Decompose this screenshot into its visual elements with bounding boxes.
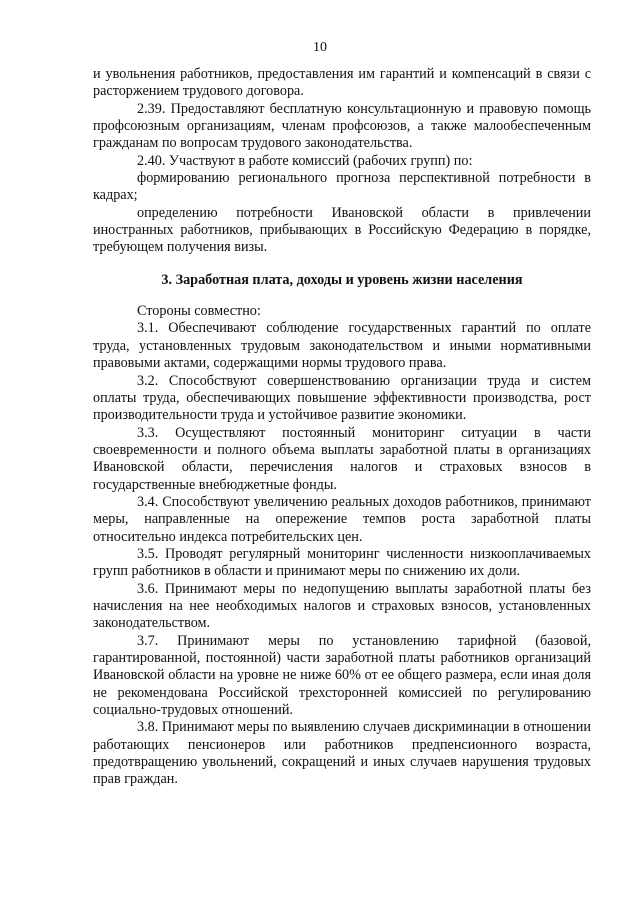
paragraph-2-40: 2.40. Участвуют в работе комиссий (рабочих групп) по: (137, 152, 473, 169)
paragraph-3-3: 3.3. Осуществляют постоянный мониторинг ситуации в части своевременности и полного объема выплаты заработной платы в организациях Ивановской области, перечисления налогов и страховых взносов в государственные внебюджетные фонды. (93, 424, 591, 493)
paragraph-2-39: 2.39. Предоставляют бесплатную консультационную и правовую помощь профсоюзным организациям, членам профсоюзов, а также малообеспеченным гражданам по вопросам трудового законодательства. (93, 100, 591, 152)
paragraph-3-8: 3.8. Принимают меры по выявлению случаев дискриминации в отношении работающих пенсионеров или работников предпенсионного возраста, предотвращению увольнений, сокращений и иных случаев нарушения трудовых прав граждан. (93, 719, 591, 788)
document-body (93, 66, 591, 789)
paragraph-3-5: 3.5. Проводят регулярный мониторинг численности низкооплачиваемых групп работников в области и принимают меры по снижению их доли. (93, 545, 591, 580)
paragraph-3-6: 3.6. Принимают меры по недопущению выплаты заработной платы без начисления на нее необходимых налогов и страховых взносов, установленных законодательством. (93, 580, 591, 632)
paragraph-2-40-item-1: формированию регионального прогноза перспективной потребности в кадрах; (93, 170, 591, 204)
paragraph-continuation: и увольнения работников, предоставления им гарантий и компенсаций в связи с расторжением трудового договора. (93, 66, 591, 100)
paragraph-3-1: 3.1. Обеспечивают соблюдение государственных гарантий по оплате труда, установленных трудовым законодательством и иными нормативными правовыми актами, содержащими нормы трудового права. (93, 320, 591, 372)
paragraph-2-40-item-2: определению потребности Ивановской области в привлечении иностранных работников, прибывающих в Российскую Федерацию в порядке, требующем получения визы. (93, 204, 591, 256)
paragraph-3-7: 3.7. Принимают меры по установлению тарифной (базовой, гарантированной, постоянной) части заработной платы работников организаций Ивановской области на уровне не ниже 60% от ее общего размера, если иная доля не рекомендована Российской трехсторонней комиссией по регулированию социально-трудовых отношений. (93, 632, 591, 719)
section-title: 3. Заработная плата, доходы и уровень жизни населения (161, 271, 523, 288)
paragraph-parties-jointly: Стороны совместно: (137, 303, 261, 320)
paragraph-3-4: 3.4. Способствуют увеличению реальных доходов работников, принимают меры, направленные на опережение темпов роста заработной платы относительно индекса потребительских цен. (93, 493, 591, 545)
page-number: 10 (313, 40, 327, 55)
paragraph-3-2: 3.2. Способствуют совершенствованию организации труда и систем оплаты труда, обеспечивающих повышение эффективности производства, рост производительности труда и устойчивое развитие экономики. (93, 372, 591, 424)
